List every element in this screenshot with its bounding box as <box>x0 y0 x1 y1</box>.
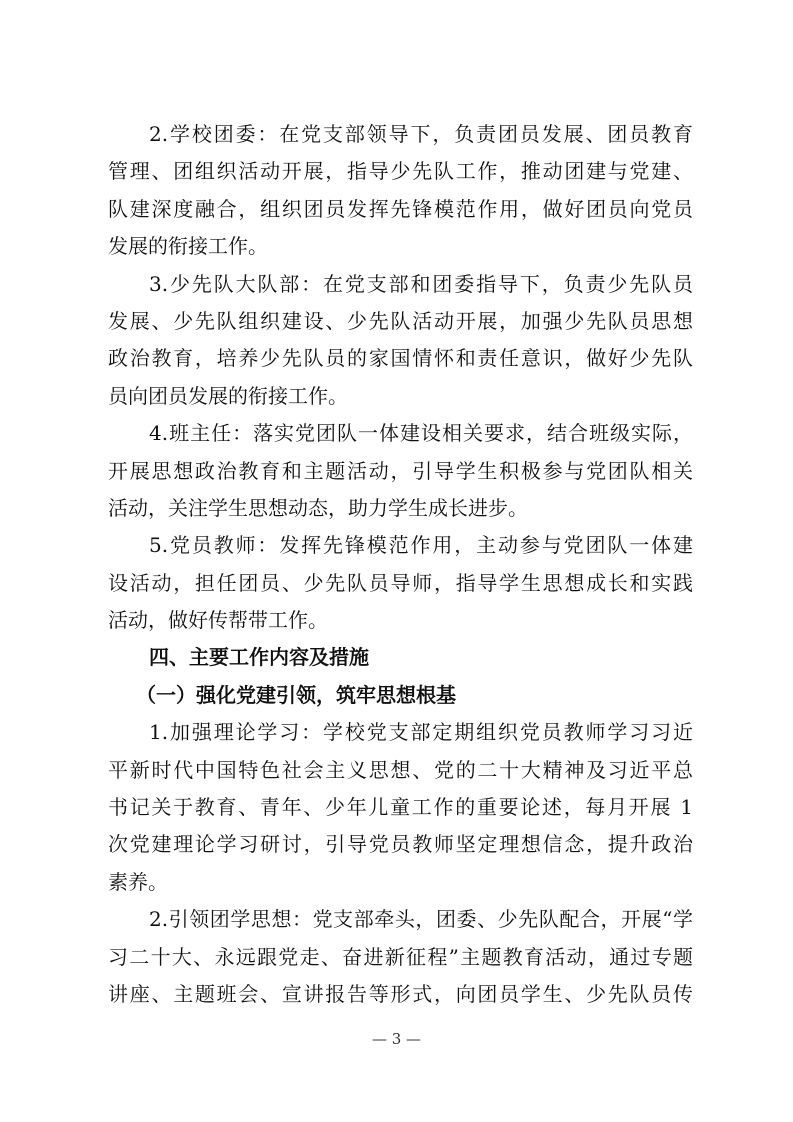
text-line: 素养。 <box>108 869 168 894</box>
text-line: 2.学校团委：在党支部领导下，负责团员发展、团员教育 <box>149 122 693 146</box>
paragraph <box>108 116 693 266</box>
text-line: 发展的衔接工作。 <box>108 234 268 259</box>
text-line: 四、主要工作内容及措施 <box>149 645 369 670</box>
subsection-heading <box>108 677 693 714</box>
document-body <box>108 116 693 1013</box>
paragraph <box>108 901 693 1013</box>
text-line: 3.少先队大队部：在党支部和团委指导下，负责少先队员 <box>149 271 693 296</box>
text-line: 1.加强理论学习：学校党支部定期组织党员教师学习习近 <box>149 720 693 745</box>
text-line: 次党建理论学习研讨，引导党员教师坚定理想信念，提升政治 <box>108 832 693 857</box>
text-line: 开展思想政治教育和主题活动，引导学生积极参与党团队相关 <box>108 458 693 483</box>
text-line: 管理、团组织活动开展，指导少先队工作，推动团建与党建、 <box>108 159 693 184</box>
text-line: 讲座、主题班会、宣讲报告等形式，向团员学生、少先队员传 <box>108 981 693 1006</box>
text-line: 设活动，担任团员、少先队员导师，指导学生思想成长和实践 <box>108 570 693 595</box>
text-line: 5.党员教师：发挥先锋模范作用，主动参与党团队一体建 <box>149 533 693 558</box>
text-line: 活动，做好传帮带工作。 <box>108 608 328 633</box>
section-heading <box>108 639 693 676</box>
text-line: 平新时代中国特色社会主义思想、党的二十大精神及习近平总 <box>108 757 693 782</box>
text-line: 活动，关注学生思想动态，助力学生成长进步。 <box>108 495 528 520</box>
text-line: 4.班主任：落实党团队一体建设相关要求，结合班级实际， <box>149 421 693 446</box>
text-line: 员向团员发展的衔接工作。 <box>108 383 348 408</box>
text-line: 2.引领团学思想：党支部牵头，团委、少先队配合，开展“学 <box>149 907 693 932</box>
page-number: — 3 — <box>371 1030 422 1048</box>
text-line: 队建深度融合，组织团员发挥先锋模范作用，做好团员向党员 <box>108 196 693 221</box>
text-line: 书记关于教育、青年、少年儿童工作的重要论述，每月开展 1 <box>108 795 693 820</box>
paragraph <box>108 415 693 527</box>
paragraph <box>108 714 693 901</box>
text-line: 政治教育，培养少先队员的家国情怀和责任意识，做好少先队 <box>108 346 693 371</box>
text-line: （一）强化党建引领，筑牢思想根基 <box>136 682 456 707</box>
text-line: 发展、少先队组织建设、少先队活动开展，加强少先队员思想 <box>108 308 693 333</box>
paragraph <box>108 266 693 416</box>
paragraph <box>108 527 693 639</box>
text-line: 习二十大、永远跟党走、奋进新征程”主题教育活动，通过专题 <box>108 944 693 969</box>
